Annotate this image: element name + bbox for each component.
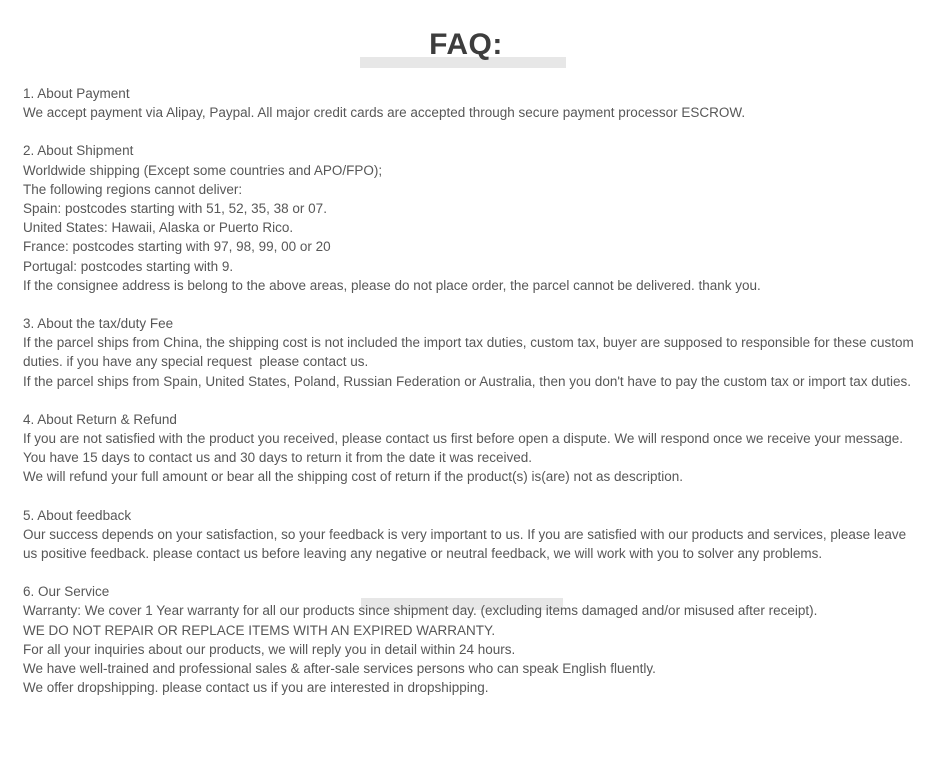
section-paragraph: We offer dropshipping. please contact us if you are interested in dropshipping. [23,680,489,696]
section-heading-payment: 1. About Payment [23,86,130,101]
section-paragraph: France: postcodes starting with 97, 98, 99, 00 or 20 [23,239,331,255]
section-heading-service: 6. Our Service [23,584,110,600]
section-heading-tax-duty: 3. About the tax/duty Fee [23,316,174,332]
section-paragraph: If the parcel ships from Spain, United States, Poland, Russian Federation or Australia, then you don't have to pay the custom tax or import tax duties. [23,373,912,389]
section-paragraph: If the consignee address is belong to the above areas, please do not place order, the parcel cannot be delivered. thank you. [23,277,761,293]
faq-section-tax-duty [23,314,918,391]
section-paragraph: United States: Hawaii, Alaska or Puerto Rico. [23,220,294,236]
section-paragraph: We accept payment via Alipay, Paypal. All major credit cards are accepted through secure payment processor ESCROW. [23,105,746,121]
section-paragraph: Warranty: We cover 1 Year warranty for all our products since shipment day. (excluding items damaged and/or misused after receipt). [23,603,818,619]
section-paragraph: WE DO NOT REPAIR OR REPLACE ITEMS WITH AN EXPIRED WARRANTY. [23,622,496,638]
section-paragraph: The following regions cannot deliver: [23,181,243,197]
faq-section-shipment [23,141,918,295]
section-paragraph: Worldwide shipping (Except some countries and APO/FPO); [23,162,383,178]
section-paragraph: For all your inquiries about our products, we will reply you in detail within 24 hours. [23,641,516,657]
page-title: FAQ: [429,28,503,61]
section-paragraph: Portugal: postcodes starting with 9. [23,258,234,274]
faq-content [0,84,932,697]
faq-section-service [23,582,918,697]
section-paragraph: Our success depends on your satisfaction, so your feedback is very important to us. If you are satisfied with our products and services, please leave us positive feedback. please contact us before leaving any negative or neutral feedback, we will work with you to solver any problems. [23,526,910,562]
section-paragraph: Spain: postcodes starting with 51, 52, 35, 38 or 07. [23,201,327,217]
section-paragraph: We will refund your full amount or bear all the shipping cost of return if the product(s) is(are) not as description. [23,469,684,485]
faq-section-feedback [23,506,918,564]
faq-section-payment [23,84,918,122]
section-paragraph: We have well-trained and professional sales & after-sale services persons who can speak English fluently. [23,661,656,677]
section-heading-shipment: 2. About Shipment [23,143,134,159]
section-heading-return-refund: 4. About Return & Refund [23,411,177,427]
section-heading-feedback: 5. About feedback [23,507,132,523]
section-paragraph: You have 15 days to contact us and 30 days to return it from the date it was received. [23,450,533,466]
section-paragraph: If the parcel ships from China, the shipping cost is not included the import tax duties, custom tax, buyer are supposed to responsible for these custom duties. if you have any special request please contact us. [23,335,918,370]
section-paragraph: If you are not satisfied with the product you received, please contact us first before open a dispute. We will respond once we receive your message. [23,431,903,447]
faq-section-return-refund [23,410,918,487]
